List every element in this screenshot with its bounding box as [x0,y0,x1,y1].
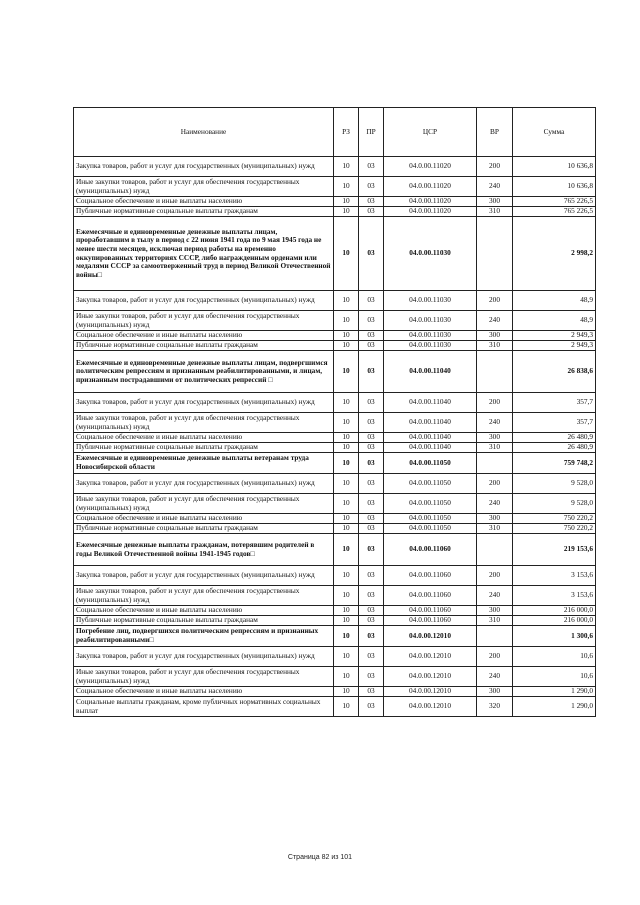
cell-name: Закупка товаров, работ и услуг для государственных (муниципальных) нужд [74,393,334,413]
cell-sum: 10 636,8 [513,157,596,177]
cell-vr: 310 [477,207,513,217]
cell-rz: 10 [334,341,359,351]
cell-rz: 10 [334,291,359,311]
cell-vr: 300 [477,331,513,341]
table-row [74,514,596,524]
header-vr: ВР [477,108,513,157]
cell-sum: 2 949,3 [513,341,596,351]
cell-vr: 300 [477,687,513,697]
cell-name: Иные закупки товаров, работ и услуг для обеспечения государственных (муниципальных) нужд [74,177,334,197]
cell-name: Публичные нормативные социальные выплаты гражданам [74,524,334,534]
cell-sum: 3 153,6 [513,586,596,606]
cell-name: Иные закупки товаров, работ и услуг для обеспечения государственных (муниципальных) нужд [74,667,334,687]
cell-pr: 03 [359,443,384,453]
cell-pr: 03 [359,393,384,413]
cell-csr: 04.0.00.11040 [384,413,477,433]
cell-pr: 03 [359,566,384,586]
header-csr: ЦСР [384,108,477,157]
cell-vr [477,453,513,474]
table-row [74,616,596,626]
cell-name: Закупка товаров, работ и услуг для государственных (муниципальных) нужд [74,647,334,667]
cell-csr: 04.0.00.11020 [384,207,477,217]
cell-name: Иные закупки товаров, работ и услуг для обеспечения государственных (муниципальных) нужд [74,494,334,514]
cell-csr: 04.0.00.11040 [384,443,477,453]
cell-sum: 9 528,0 [513,474,596,494]
cell-pr: 03 [359,534,384,566]
cell-csr: 04.0.00.11050 [384,524,477,534]
cell-sum: 2 998,2 [513,217,596,291]
cell-rz: 10 [334,687,359,697]
cell-sum: 765 226,5 [513,207,596,217]
cell-rz: 10 [334,433,359,443]
cell-rz: 10 [334,524,359,534]
header-pr: ПР [359,108,384,157]
cell-vr: 240 [477,586,513,606]
cell-sum: 10,6 [513,647,596,667]
cell-csr: 04.0.00.11020 [384,157,477,177]
table-row [74,566,596,586]
cell-sum: 48,9 [513,311,596,331]
cell-rz: 10 [334,453,359,474]
cell-pr: 03 [359,626,384,647]
cell-vr: 310 [477,341,513,351]
cell-pr: 03 [359,311,384,331]
cell-csr: 04.0.00.11020 [384,177,477,197]
table-row [74,351,596,393]
cell-sum: 216 000,0 [513,606,596,616]
cell-vr: 200 [477,647,513,667]
cell-csr: 04.0.00.11020 [384,197,477,207]
table-row [74,331,596,341]
cell-sum: 219 153,6 [513,534,596,566]
cell-sum: 357,7 [513,413,596,433]
cell-pr: 03 [359,453,384,474]
cell-csr: 04.0.00.11030 [384,341,477,351]
cell-name: Социальное обеспечение и иные выплаты населению [74,514,334,524]
cell-rz: 10 [334,311,359,331]
cell-pr: 03 [359,687,384,697]
cell-pr: 03 [359,616,384,626]
cell-vr: 300 [477,606,513,616]
cell-csr: 04.0.00.11060 [384,534,477,566]
cell-name: Публичные нормативные социальные выплаты гражданам [74,341,334,351]
cell-name: Ежемесячные и единовременные денежные выплаты лицам, подвергшимся политическим репрессиям и признанным реабилитированными, и лицам, признанным пострадавшими от политических репрессий □ [74,351,334,393]
header-name: Наименование [74,108,334,157]
cell-pr: 03 [359,524,384,534]
table-row [74,494,596,514]
cell-csr: 04.0.00.12010 [384,647,477,667]
cell-rz: 10 [334,606,359,616]
cell-csr: 04.0.00.11030 [384,311,477,331]
cell-rz: 10 [334,586,359,606]
cell-pr: 03 [359,177,384,197]
cell-csr: 04.0.00.11060 [384,616,477,626]
cell-sum: 10,6 [513,667,596,687]
cell-csr: 04.0.00.12010 [384,687,477,697]
cell-vr [477,217,513,291]
cell-csr: 04.0.00.11050 [384,514,477,524]
cell-name: Публичные нормативные социальные выплаты гражданам [74,443,334,453]
cell-pr: 03 [359,157,384,177]
cell-pr: 03 [359,217,384,291]
table-row [74,534,596,566]
cell-name: Социальное обеспечение и иные выплаты населению [74,197,334,207]
cell-name: Закупка товаров, работ и услуг для государственных (муниципальных) нужд [74,157,334,177]
cell-pr: 03 [359,433,384,443]
cell-vr [477,534,513,566]
cell-pr: 03 [359,197,384,207]
table-row [74,311,596,331]
cell-csr: 04.0.00.11050 [384,453,477,474]
cell-rz: 10 [334,697,359,717]
cell-sum: 2 949,3 [513,331,596,341]
cell-pr: 03 [359,207,384,217]
cell-vr [477,351,513,393]
cell-vr: 300 [477,197,513,207]
cell-sum: 357,7 [513,393,596,413]
cell-vr: 200 [477,393,513,413]
cell-rz: 10 [334,474,359,494]
table-row [74,647,596,667]
table-row [74,217,596,291]
cell-vr: 310 [477,443,513,453]
cell-pr: 03 [359,514,384,524]
cell-vr: 240 [477,413,513,433]
cell-pr: 03 [359,606,384,616]
cell-vr: 300 [477,514,513,524]
table-row [74,177,596,197]
page-number: Страница 82 из 101 [287,854,353,861]
cell-name: Социальные выплаты гражданам, кроме публичных нормативных социальных выплат [74,697,334,717]
cell-rz: 10 [334,534,359,566]
cell-rz: 10 [334,616,359,626]
cell-pr: 03 [359,494,384,514]
cell-sum: 9 528,0 [513,494,596,514]
cell-sum: 1 300,6 [513,626,596,647]
cell-sum: 216 000,0 [513,616,596,626]
cell-rz: 10 [334,413,359,433]
cell-name: Социальное обеспечение и иные выплаты населению [74,331,334,341]
cell-rz: 10 [334,197,359,207]
cell-csr: 04.0.00.11030 [384,331,477,341]
cell-csr: 04.0.00.11060 [384,606,477,616]
cell-pr: 03 [359,351,384,393]
cell-sum: 1 290,0 [513,697,596,717]
table-row [74,687,596,697]
header-sum: Сумма [513,108,596,157]
cell-rz: 10 [334,566,359,586]
cell-vr: 200 [477,157,513,177]
cell-vr: 240 [477,311,513,331]
table-row [74,197,596,207]
table-row [74,443,596,453]
table-row [74,667,596,687]
cell-sum: 765 226,5 [513,197,596,207]
table-row [74,413,596,433]
cell-pr: 03 [359,697,384,717]
cell-rz: 10 [334,351,359,393]
cell-sum: 10 636,8 [513,177,596,197]
cell-name: Погребение лиц, подвергшихся политическим репрессиям и признанных реабилитированными□ [74,626,334,647]
table-row [74,626,596,647]
cell-vr: 200 [477,291,513,311]
cell-name: Закупка товаров, работ и услуг для государственных (муниципальных) нужд [74,474,334,494]
table-header-row [74,108,596,157]
cell-vr: 300 [477,433,513,443]
cell-csr: 04.0.00.11040 [384,393,477,413]
cell-pr: 03 [359,341,384,351]
table-row [74,524,596,534]
cell-csr: 04.0.00.12010 [384,667,477,687]
cell-sum: 750 220,2 [513,514,596,524]
cell-csr: 04.0.00.11050 [384,474,477,494]
cell-name: Социальное обеспечение и иные выплаты населению [74,687,334,697]
cell-rz: 10 [334,514,359,524]
cell-rz: 10 [334,443,359,453]
cell-csr: 04.0.00.11060 [384,566,477,586]
cell-csr: 04.0.00.11030 [384,291,477,311]
cell-sum: 759 748,2 [513,453,596,474]
cell-name: Закупка товаров, работ и услуг для государственных (муниципальных) нужд [74,566,334,586]
table-row [74,453,596,474]
cell-vr: 200 [477,474,513,494]
cell-name: Ежемесячные и единовременные денежные выплаты лицам, проработавшим в тылу в период с 22 июня 1941 года по 9 мая 1945 года не менее шести месяцев, исключая период работы на временно оккупированных территориях СССР, либо награжденным орденами или медалями СССР за самоотверженный труд в период Великой Отечественной войны□ [74,217,334,291]
cell-vr: 240 [477,667,513,687]
cell-rz: 10 [334,667,359,687]
cell-csr: 04.0.00.11030 [384,217,477,291]
cell-csr: 04.0.00.11050 [384,494,477,514]
cell-sum: 26 480,9 [513,443,596,453]
budget-table [73,107,596,717]
cell-rz: 10 [334,647,359,667]
table-row [74,697,596,717]
cell-pr: 03 [359,331,384,341]
cell-name: Ежемесячные денежные выплаты гражданам, потерявшим родителей в годы Великой Отечественной войны 1941-1945 годов□ [74,534,334,566]
cell-pr: 03 [359,291,384,311]
table-row [74,474,596,494]
cell-rz: 10 [334,157,359,177]
cell-name: Иные закупки товаров, работ и услуг для обеспечения государственных (муниципальных) нужд [74,311,334,331]
cell-csr: 04.0.00.12010 [384,697,477,717]
table-row [74,393,596,413]
cell-name: Закупка товаров, работ и услуг для государственных (муниципальных) нужд [74,291,334,311]
cell-vr: 240 [477,177,513,197]
cell-name: Социальное обеспечение и иные выплаты населению [74,606,334,616]
header-rz: РЗ [334,108,359,157]
cell-rz: 10 [334,393,359,413]
cell-csr: 04.0.00.11060 [384,586,477,606]
cell-name: Иные закупки товаров, работ и услуг для обеспечения государственных (муниципальных) нужд [74,413,334,433]
table-row [74,341,596,351]
cell-pr: 03 [359,413,384,433]
cell-vr: 310 [477,524,513,534]
cell-pr: 03 [359,667,384,687]
cell-name: Ежемесячные и единовременные денежные выплаты ветеранам труда Новосибирской области [74,453,334,474]
cell-sum: 26 480,9 [513,433,596,443]
cell-rz: 10 [334,626,359,647]
cell-rz: 10 [334,217,359,291]
cell-rz: 10 [334,331,359,341]
cell-name: Публичные нормативные социальные выплаты гражданам [74,207,334,217]
cell-csr: 04.0.00.11040 [384,351,477,393]
table-row [74,157,596,177]
cell-vr: 310 [477,616,513,626]
table-row [74,586,596,606]
cell-rz: 10 [334,494,359,514]
cell-pr: 03 [359,474,384,494]
cell-sum: 26 838,6 [513,351,596,393]
cell-vr [477,626,513,647]
table-row [74,207,596,217]
cell-sum: 750 220,2 [513,524,596,534]
table-row [74,606,596,616]
table-row [74,433,596,443]
cell-csr: 04.0.00.11040 [384,433,477,443]
cell-sum: 48,9 [513,291,596,311]
table-row [74,291,596,311]
cell-name: Социальное обеспечение и иные выплаты населению [74,433,334,443]
table-body [74,157,596,717]
cell-sum: 3 153,6 [513,566,596,586]
cell-csr: 04.0.00.12010 [384,626,477,647]
cell-rz: 10 [334,207,359,217]
cell-vr: 320 [477,697,513,717]
cell-vr: 200 [477,566,513,586]
cell-sum: 1 290,0 [513,687,596,697]
cell-name: Публичные нормативные социальные выплаты гражданам [74,616,334,626]
cell-pr: 03 [359,586,384,606]
cell-vr: 240 [477,494,513,514]
cell-rz: 10 [334,177,359,197]
cell-pr: 03 [359,647,384,667]
cell-name: Иные закупки товаров, работ и услуг для обеспечения государственных (муниципальных) нужд [74,586,334,606]
